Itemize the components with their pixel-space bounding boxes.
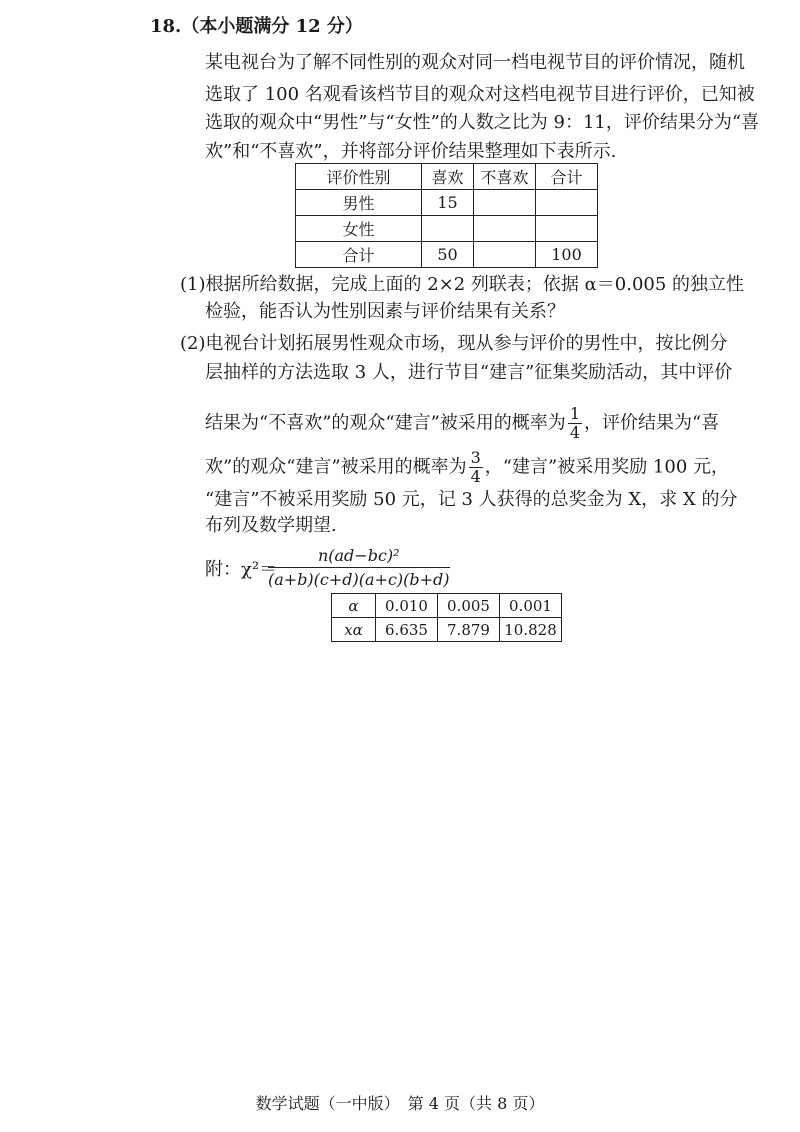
table-row <box>296 190 598 216</box>
chi-square-formula <box>268 546 450 589</box>
question-2-line-6: 布列及数学期望. <box>205 515 337 536</box>
page-footer: 数学试题（一中版） 第 4 页（共 8 页） <box>255 1094 545 1113</box>
table-cell: 合计 <box>296 242 422 268</box>
table-cell: 100 <box>536 242 598 268</box>
table-cell: 10.828 <box>500 618 562 642</box>
table-cell: 0.010 <box>376 594 438 618</box>
fraction-denominator: 4 <box>569 423 580 442</box>
question-2-line-1: (2)电视台计划拓展男性观众市场，现从参与评价的男性中，按比例分 <box>180 333 728 354</box>
intro-line-1: 某电视台为了解不同性别的观众对同一档电视节目的评价情况，随机 <box>205 52 745 73</box>
intro-line-4: 欢”和“不喜欢”，并将部分评价结果整理如下表所示. <box>205 141 617 162</box>
table-cell: 15 <box>422 190 474 216</box>
table-cell: 0.005 <box>438 594 500 618</box>
table-cell <box>536 216 598 242</box>
table-cell: α <box>332 594 376 618</box>
table-row <box>332 594 562 618</box>
question-2-line-5: “建言”不被采用奖励 50 元，记 3 人获得的总奖金为 X，求 X 的分 <box>205 489 738 510</box>
formula-denominator: (a+b)(c+d)(a+c)(b+d) <box>268 570 450 589</box>
intro-line-3: 选取的观众中“男性”与“女性”的人数之比为 9：11，评价结果分为“喜 <box>205 112 760 133</box>
table-header-row <box>296 164 598 190</box>
table-cell <box>474 242 536 268</box>
text-segment: 结果为“不喜欢”的观众“建言”被采用的概率为 <box>205 412 566 434</box>
intro-line-2: 选取了 100 名观看该档节目的观众对这档电视节目进行评价，已知被 <box>205 84 755 105</box>
text-segment: 欢”的观众“建言”被采用的概率为 <box>205 456 467 478</box>
formula-numerator: n(ad−bc)² <box>268 546 450 568</box>
table-row <box>332 618 562 642</box>
table-cell: 6.635 <box>376 618 438 642</box>
table-cell: 男性 <box>296 190 422 216</box>
contingency-table <box>295 163 598 268</box>
table-cell: 7.879 <box>438 618 500 642</box>
table-row <box>296 242 598 268</box>
header-cell: 合计 <box>536 164 598 190</box>
table-cell <box>474 216 536 242</box>
table-cell <box>422 216 474 242</box>
appendix-label: 附：χ²＝ <box>205 559 278 580</box>
header-cell: 不喜欢 <box>474 164 536 190</box>
question-1-line-1: (1)根据所给数据，完成上面的 2×2 列联表；依据 α＝0.005 的独立性 <box>180 274 745 295</box>
fraction-numerator: 1 <box>569 404 580 423</box>
critical-value-table <box>331 593 562 642</box>
fraction-three-quarters <box>469 449 483 486</box>
table-cell <box>474 190 536 216</box>
text-segment: ，评价结果为“喜 <box>584 412 720 434</box>
fraction-denominator: 4 <box>470 467 481 486</box>
problem-title: 18.（本小题满分 12 分） <box>150 16 363 37</box>
text-segment: ，“建言”被采用奖励 100 元， <box>484 456 729 478</box>
header-cell: 喜欢 <box>422 164 474 190</box>
table-cell: 50 <box>422 242 474 268</box>
question-2-line-2: 层抽样的方法选取 3 人，进行节目“建言”征集奖励活动，其中评价 <box>205 362 733 383</box>
header-cell: 评价性别 <box>296 164 422 190</box>
table-cell: 女性 <box>296 216 422 242</box>
fraction-numerator: 3 <box>470 448 481 467</box>
table-row <box>296 216 598 242</box>
table-cell <box>536 190 598 216</box>
question-1-line-2: 检验，能否认为性别因素与评价结果有关系？ <box>205 301 565 322</box>
table-cell: xα <box>332 618 376 642</box>
question-2-line-4 <box>205 449 729 486</box>
fraction-one-quarter <box>568 405 582 442</box>
table-cell: 0.001 <box>500 594 562 618</box>
question-2-line-3 <box>205 405 719 442</box>
